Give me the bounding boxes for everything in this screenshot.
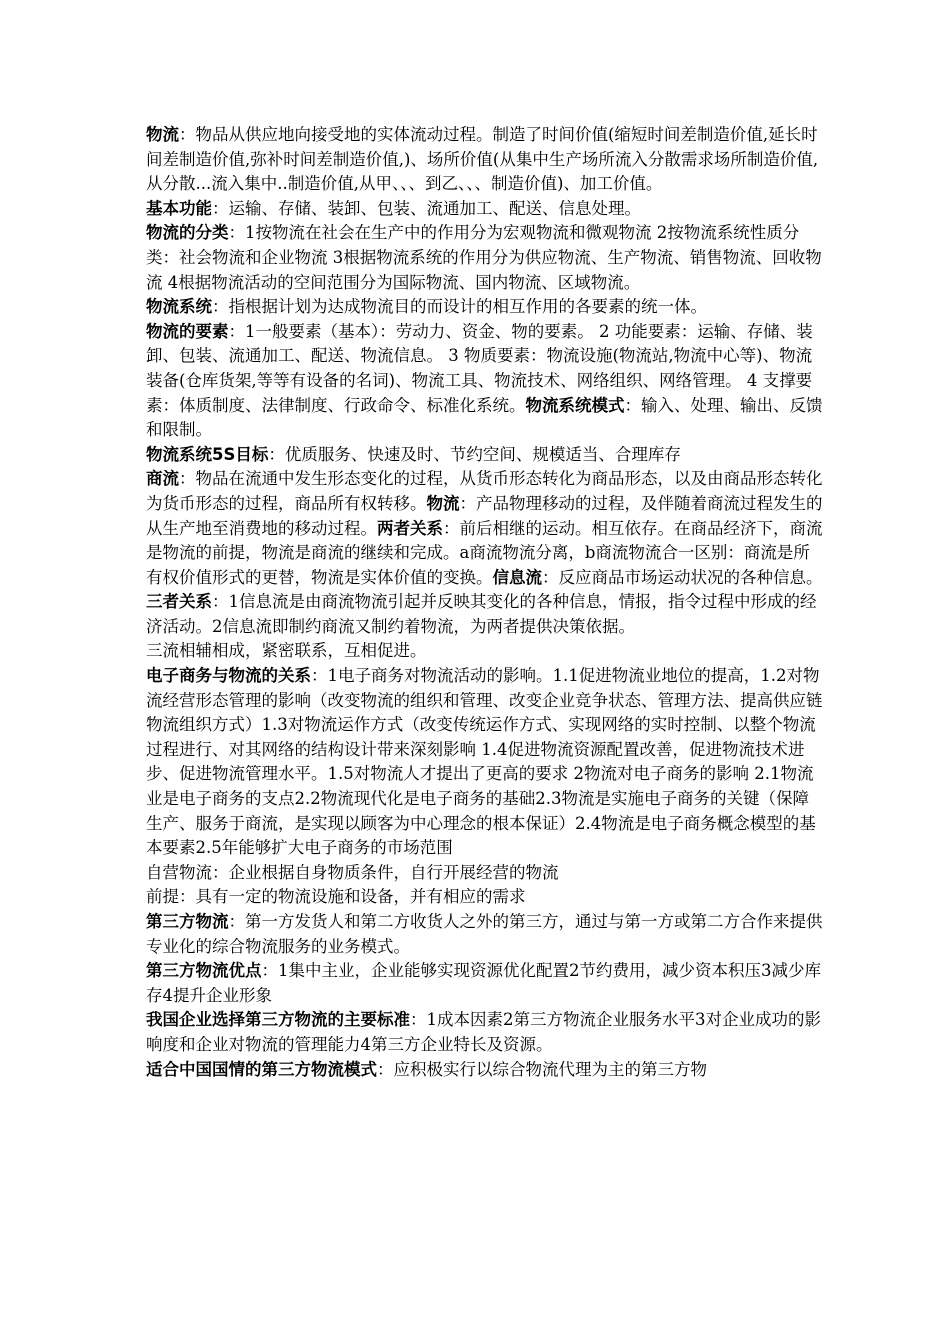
paragraph-text: ：1成本因素2第三方物流企业服务水平3对企业成功的影响度和企业对物流的管理能力4第三方企业特长及资源。 bbox=[146, 1010, 821, 1054]
paragraph-text: ：1按物流在社会在生产中的作用分为宏观物流和微观物流 2按物流系统性质分类：社会物流和企业物流 3根据物流系统的作用分为供应物流、生产物流、销售物流、回收物流 4根据物流活动的空间范围分为国际物流、国内物流、区域物流。 bbox=[146, 223, 822, 292]
paragraph-text: ：产品物理移动的过程，及伴随着商流过程发生的从生产地至消费地的移动过程。 bbox=[146, 493, 823, 538]
term-heading: 物流系统5S目标 bbox=[146, 444, 269, 464]
paragraph-logistics-definition bbox=[146, 123, 824, 197]
paragraph-text: ：运输、存储、装卸、包装、流通加工、配送、信息处理。 bbox=[212, 198, 641, 218]
term-heading: 信息流 bbox=[492, 567, 542, 587]
paragraph-text: 三流相辅相成，紧密联系，互相促进。 bbox=[146, 641, 427, 661]
term-heading: 物流的要素 bbox=[146, 321, 229, 341]
paragraph-text: 前提：具有一定的物流设施和设备，并有相应的需求 bbox=[146, 887, 526, 907]
document-page bbox=[146, 123, 824, 1082]
paragraph-text: ：1信息流是由商流物流引起并反映其变化的各种信息，情报，指令过程中形成的经济活动。2信息流即制约商流又制约着物流，为两者提供决策依据。 bbox=[146, 592, 817, 636]
paragraph-basic-functions bbox=[146, 197, 824, 222]
paragraph-third-party-advantages bbox=[146, 959, 824, 1008]
paragraph-text: ：输入、处理、输出、反馈和限制。 bbox=[146, 395, 823, 440]
paragraph-text: 自营物流：企业根据自身物质条件，自行开展经营的物流 bbox=[146, 862, 559, 882]
term-heading: 商流 bbox=[146, 469, 179, 489]
paragraph-self-operated bbox=[146, 861, 824, 886]
paragraph-logistics-elements bbox=[146, 320, 824, 443]
paragraph-three-flows bbox=[146, 639, 824, 664]
paragraph-text: ：物品在流通中发生形态变化的过程，从货币形态转化为商品形态，以及由商品形态转化为货币形态的过程，商品所有权转移。 bbox=[146, 469, 823, 513]
term-heading: 物流的分类 bbox=[146, 223, 229, 243]
paragraph-text: ：优质服务、快速及时、节约空间、规模适当、合理库存 bbox=[268, 444, 681, 464]
term-heading: 两者关系 bbox=[377, 518, 443, 538]
paragraph-5s-goals bbox=[146, 443, 824, 468]
term-heading: 物流 bbox=[426, 493, 460, 513]
paragraph-third-party bbox=[146, 910, 824, 959]
paragraph-text: ：应积极实行以综合物流代理为主的第三方物 bbox=[377, 1059, 707, 1079]
paragraph-text: ：1电子商务对物流活动的影响。1.1促进物流业地位的提高，1.2对物流经营形态管理的影响（改变物流的组织和管理、改变企业竞争状态、管理方法、提高供应链物流组织方式）1.3对物流运作方式（改变传统运作方式、实现网络的实时控制、以整个物流过程进行、对其网络的结构设计带来深刻影响 1.4促进物流资源配置改善，促进物流技术进步、促进物流管理水平。1.5对物流人才提出了更高的要求 2物流对电子商务的影响 2.1物流业是电子商务的支点2.2物流现代化是电子商务的基础2.3物流是实施电子商务的关键（保障生产、服务于商流，是实现以顾客为中心理念的根本保证）2.4物流是电子商务概念模型的基本要素2.5年能够扩大电子商务的市场范围 bbox=[146, 666, 823, 858]
paragraph-selection-criteria bbox=[146, 1008, 824, 1057]
term-heading: 物流系统模式 bbox=[525, 395, 625, 415]
term-heading: 适合中国国情的第三方物流模式 bbox=[146, 1059, 377, 1079]
paragraph-logistics-system bbox=[146, 295, 824, 320]
term-heading: 三者关系 bbox=[146, 592, 212, 612]
paragraph-three-relations bbox=[146, 590, 824, 639]
paragraph-text: ：1集中主业，企业能够实现资源优化配置2节约费用，减少资本积压3减少库存4提升企业形象 bbox=[146, 961, 821, 1005]
term-heading: 第三方物流 bbox=[146, 912, 229, 931]
paragraph-china-model bbox=[146, 1058, 824, 1083]
paragraph-text: ：物品从供应地向接受地的实体流动过程。制造了时间价值(缩短时间差制造价值,延长时间差制造价值,弥补时间差制造价值,)、场所价值(从集中生产场所流入分散需求场所制造价值,从分散...流入集中..制造价值,从甲、、、到乙、、、制造价值)、加工价值。 bbox=[146, 125, 819, 194]
paragraph-text: ：第一方发货人和第二方收货人之外的第三方，通过与第一方或第二方合作来提供专业化的综合物流服务的业务模式。 bbox=[146, 912, 823, 956]
paragraph-logistics-classification bbox=[146, 221, 824, 295]
term-heading: 物流 bbox=[146, 125, 179, 144]
paragraph-text: ：前后相继的运动。相互依存。在商品经济下，商流是物流的前提，物流是商流的继续和完成。a商流物流分离，b商流物流合一区别：商流是所有权价值形式的更替，物流是实体价值的变换。 bbox=[146, 518, 823, 587]
paragraph-premise bbox=[146, 885, 824, 910]
term-heading: 第三方物流优点 bbox=[146, 961, 262, 981]
term-heading: 我国企业选择第三方物流的主要标准 bbox=[146, 1010, 410, 1030]
paragraph-commercial-flow bbox=[146, 467, 824, 590]
paragraph-ecommerce-logistics bbox=[146, 664, 824, 861]
paragraph-text: ：指根据计划为达成物流目的而设计的相互作用的各要素的统一体。 bbox=[212, 297, 707, 317]
term-heading: 基本功能 bbox=[146, 198, 212, 218]
paragraph-text: ：反应商品市场运动状况的各种信息。 bbox=[542, 567, 823, 587]
term-heading: 物流系统 bbox=[146, 297, 212, 317]
paragraph-text: ：1一般要素（基本）：劳动力、资金、物的要素。 2 功能要素：运输、存储、装卸、包装、流通加工、配送、物流信息。 3 物质要素：物流设施(物流站,物流中心等)、物流装备(仓库货架,等等有设备的名词)、物流工具、物流技术、网络组织、网络管理。 4 支撑要素：体质制度、法律制度、行政命令、标准化系统。 bbox=[146, 321, 813, 415]
term-heading: 电子商务与物流的关系 bbox=[146, 666, 311, 686]
